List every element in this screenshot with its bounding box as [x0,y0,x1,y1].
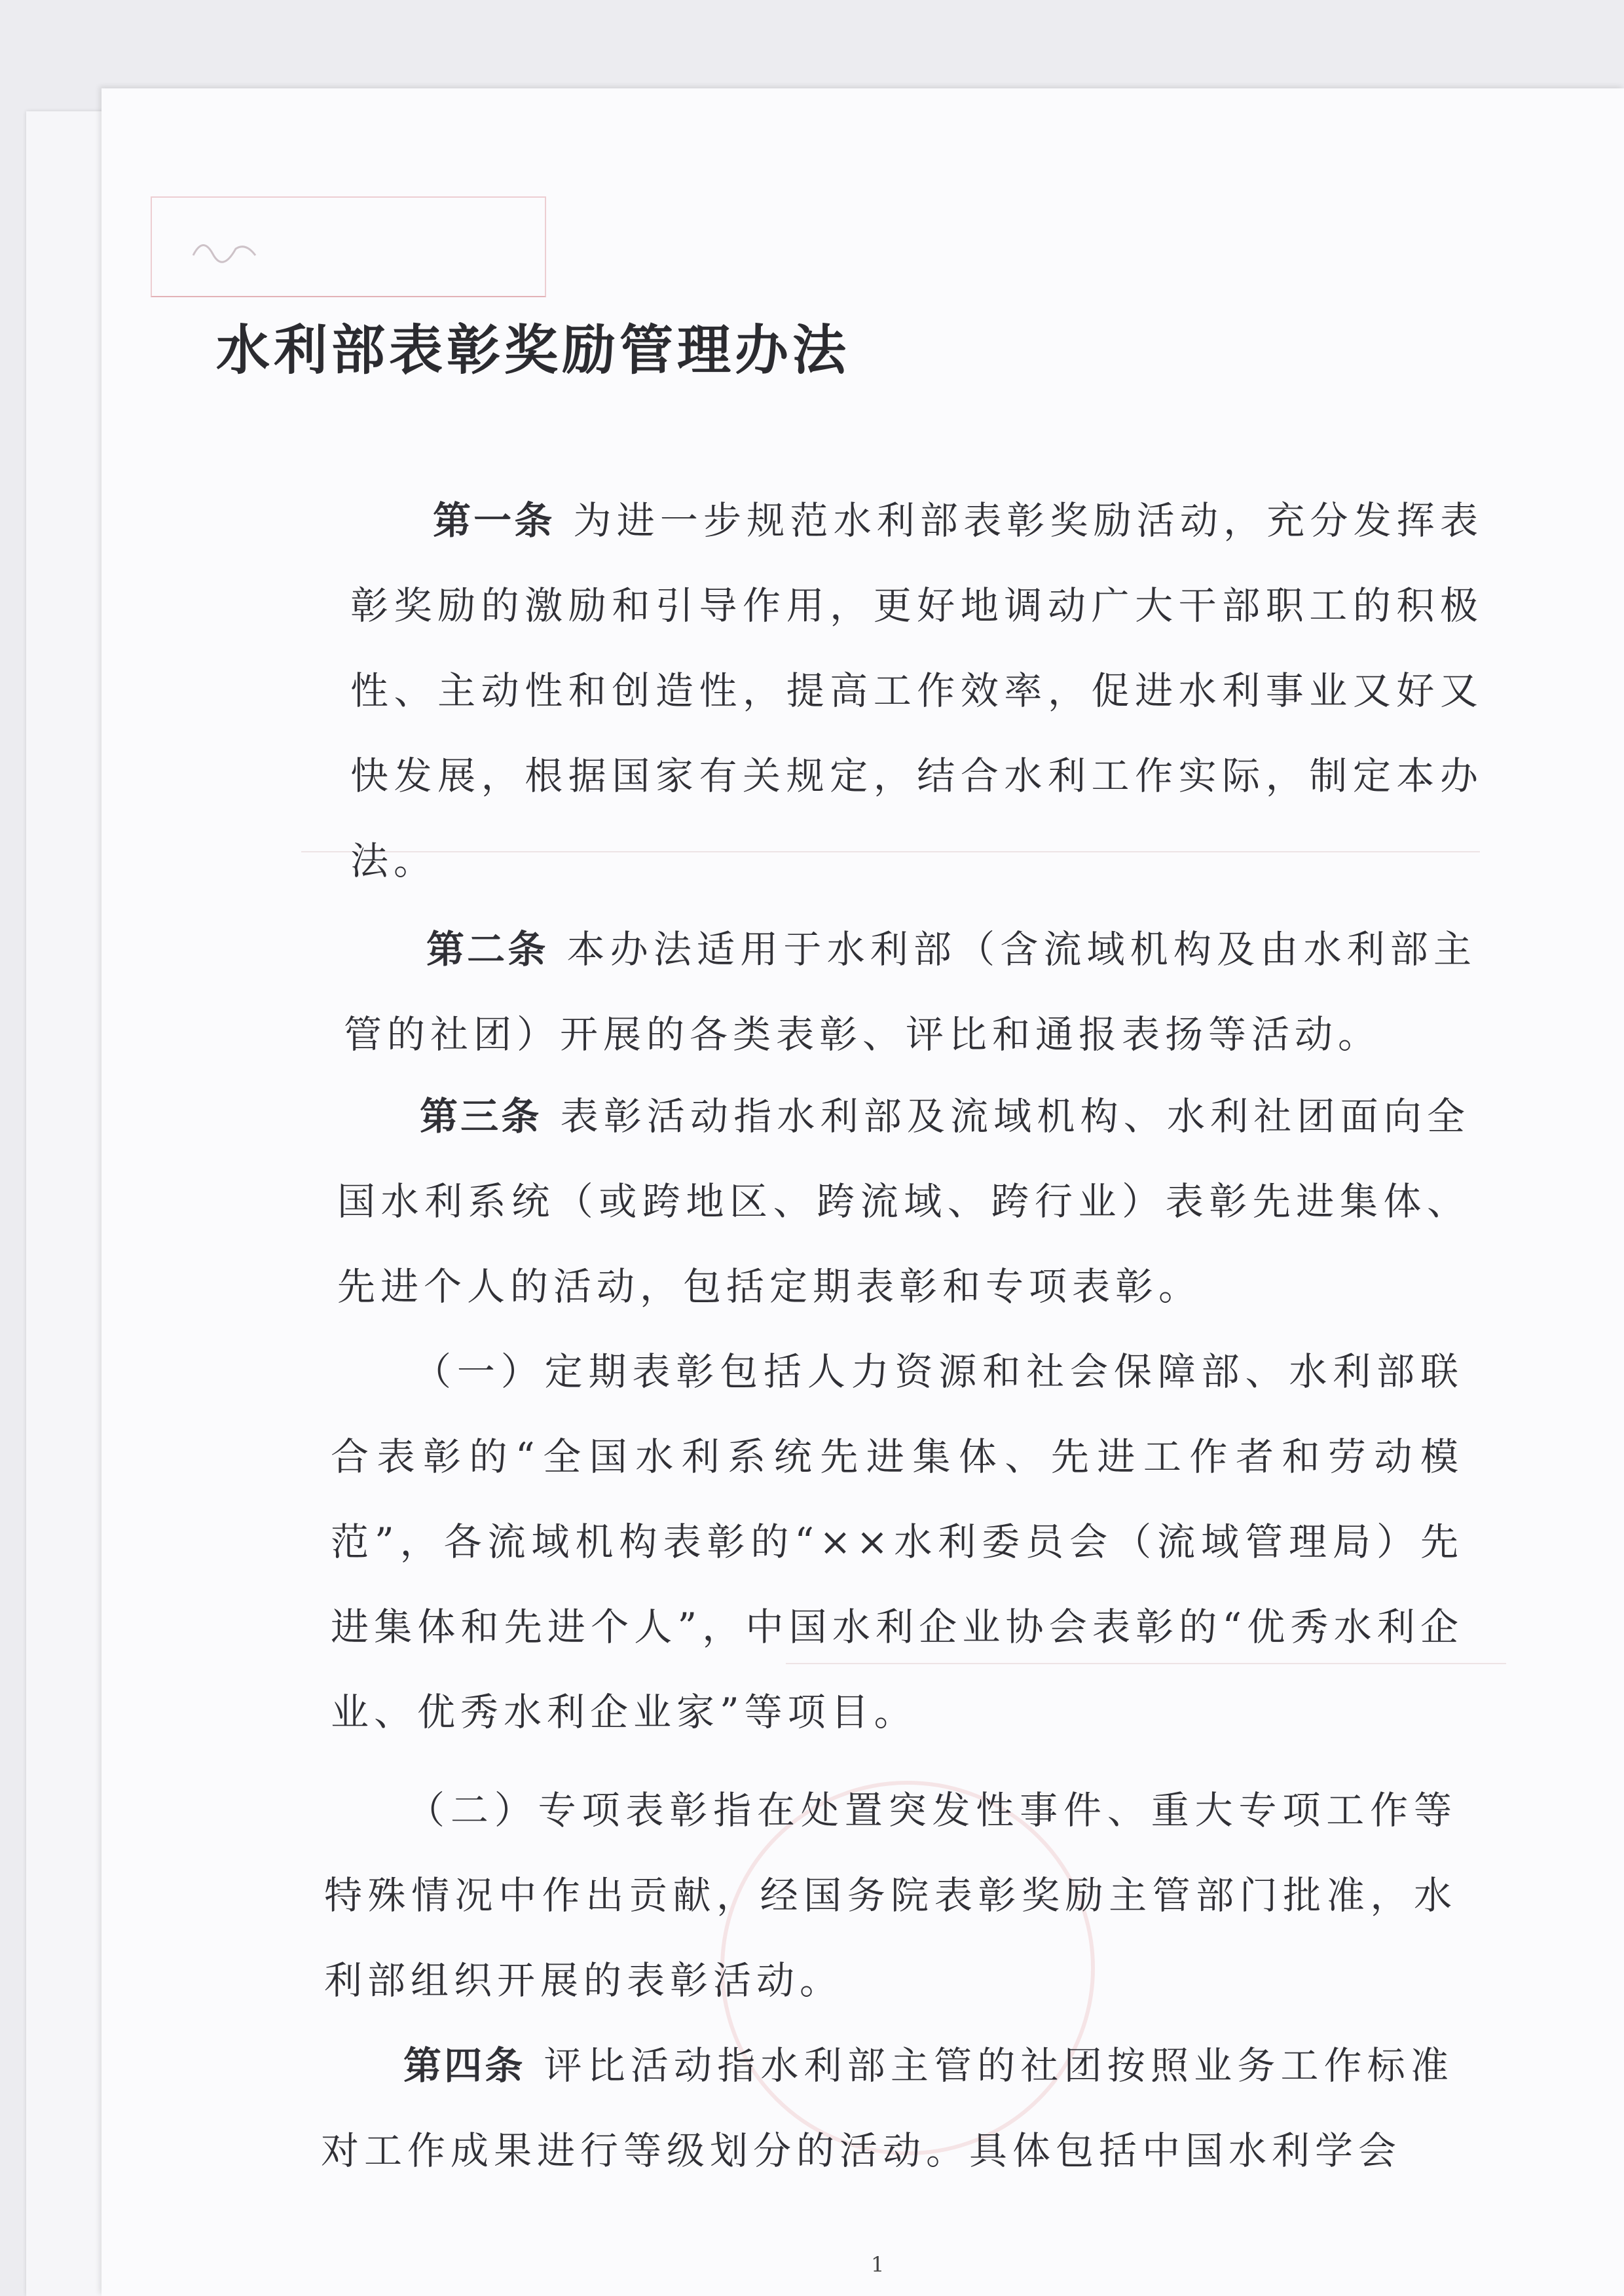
article-paragraph [344,907,1477,1077]
article-3-item-2 [324,1768,1457,2023]
document-title: 水利部表彰奖励管理办法 [216,319,851,382]
article-heading: 第三条 [420,1094,542,1139]
page-number: 1 [871,2252,885,2277]
article-heading: 第一条 [433,498,555,543]
article-text: 为进一步规范水利部表彰奖励活动，充分发挥表彰奖励的激励和引导作用，更好地调动广大干部职工的积极性、主动性和创造性，提高工作效率，促进水利事业又好又快发展，根据国家有关规定，结合水利工作实际，制定本办法。 [350,498,1483,883]
article-paragraph [337,1074,1470,1329]
article-text: 表彰活动指水利部及流域机构、水利社团面向全国水利系统（或跨地区、跨流域、跨行业）表彰先进集体、先进个人的活动，包括定期表彰和专项表彰。 [337,1094,1470,1309]
article-3 [337,1074,1470,1329]
item-paragraph [324,1768,1457,2023]
article-1 [350,478,1483,903]
article-heading: 第二条 [426,927,549,972]
article-text: 评比活动指水利部主管的社团按照业务工作标准对工作成果进行等级划分的活动。具体包括中国水利学会 [321,2043,1454,2173]
item-text: （一）定期表彰包括人力资源和社会保障部、水利部联合表彰的“全国水利系统先进集体、先进工作者和劳动模范”，各流域机构表彰的“××水利委员会（流域管理局）先进集体和先进个人”，中国水利企业协会表彰的“优秀水利企业、优秀水利企业家”等项目。 [331,1349,1464,1734]
article-3-item-1 [331,1329,1464,1755]
item-paragraph [331,1329,1464,1755]
article-text: 本办法适用于水利部（含流域机构及由水利部主管的社团）开展的各类表彰、评比和通报表扬等活动。 [344,927,1477,1057]
handwritten-mark-icon [190,229,268,268]
article-paragraph [350,478,1483,903]
item-text: （二）专项表彰指在处置突发性事件、重大专项工作等特殊情况中作出贡献，经国务院表彰奖励主管部门批准，水利部组织开展的表彰活动。 [324,1788,1457,2003]
article-paragraph [321,2023,1454,2193]
article-heading: 第四条 [403,2043,526,2088]
article-4 [321,2023,1454,2193]
article-2 [344,907,1477,1077]
